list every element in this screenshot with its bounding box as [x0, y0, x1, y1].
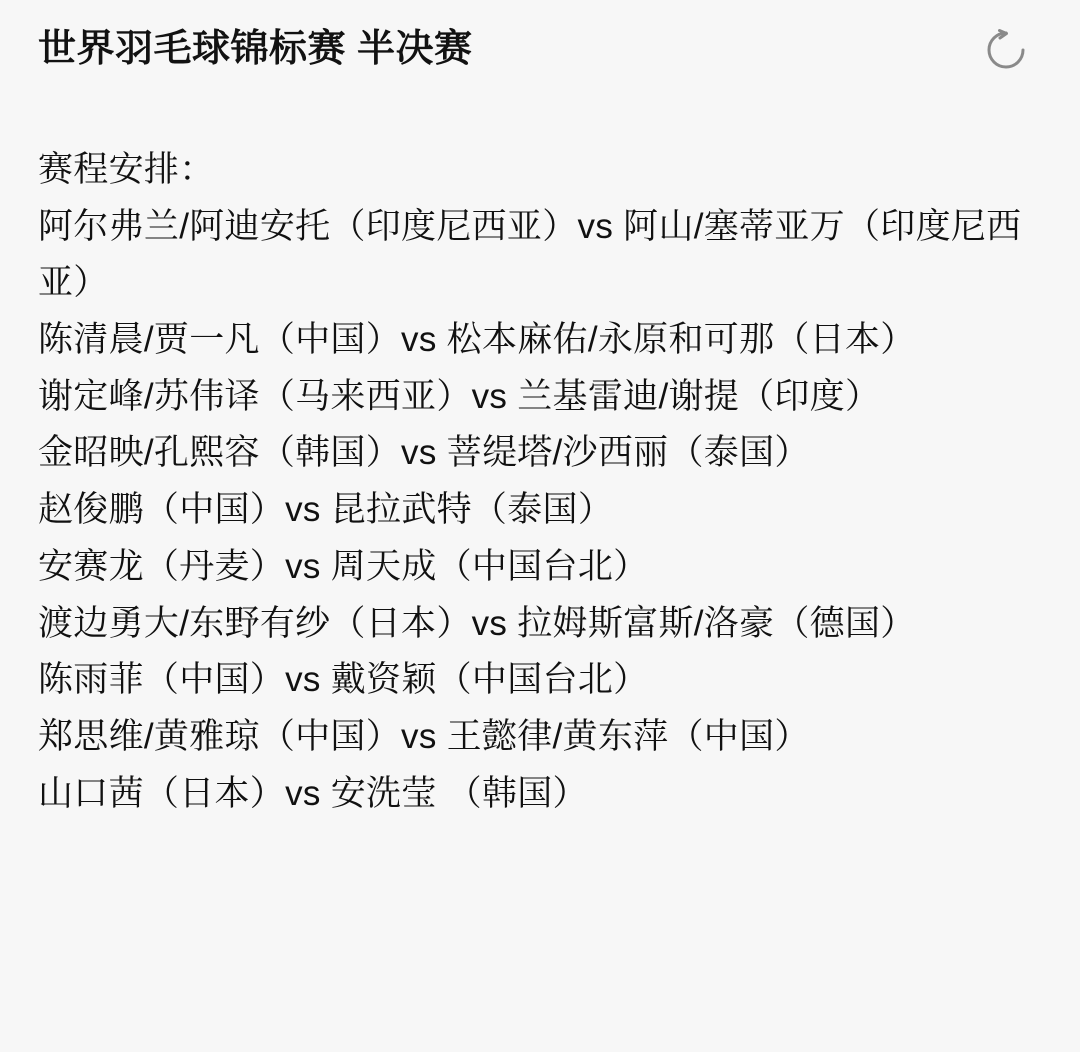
list-item: 赵俊鹏（中国）vs 昆拉武特（泰国） [38, 490, 614, 530]
schedule-label: 赛程安排： [38, 150, 215, 189]
list-item: 山口茜（日本）vs 安洗莹 （韩国） [38, 773, 588, 813]
page-title: 世界羽毛球锦标赛 半决赛 [38, 28, 473, 70]
schedule-content [38, 142, 1042, 822]
list-item: 渡边勇大/东野有纱（日本）vs 拉姆斯富斯/洛豪（德国） [38, 603, 916, 643]
list-item: 谢定峰/苏伟译（马来西亚）vs 兰基雷迪/谢提（印度） [38, 376, 881, 416]
list-item: 阿尔弗兰/阿迪安托（印度尼西亚）vs 阿山/塞蒂亚万（印度尼西亚） [38, 206, 1022, 303]
match-list [38, 199, 1042, 823]
refresh-icon[interactable] [980, 24, 1032, 76]
list-item: 金昭映/孔熙容（韩国）vs 菩缇塔/沙西丽（泰国） [38, 433, 810, 473]
list-item: 安赛龙（丹麦）vs 周天成（中国台北） [38, 546, 649, 586]
page-header [38, 22, 1042, 80]
list-item: 陈清晨/贾一凡（中国）vs 松本麻佑/永原和可那（日本） [38, 320, 916, 360]
list-item: 陈雨菲（中国）vs 戴资颖（中国台北） [38, 660, 649, 700]
list-item: 郑思维/黄雅琼（中国）vs 王懿律/黄东萍（中国） [38, 716, 810, 756]
